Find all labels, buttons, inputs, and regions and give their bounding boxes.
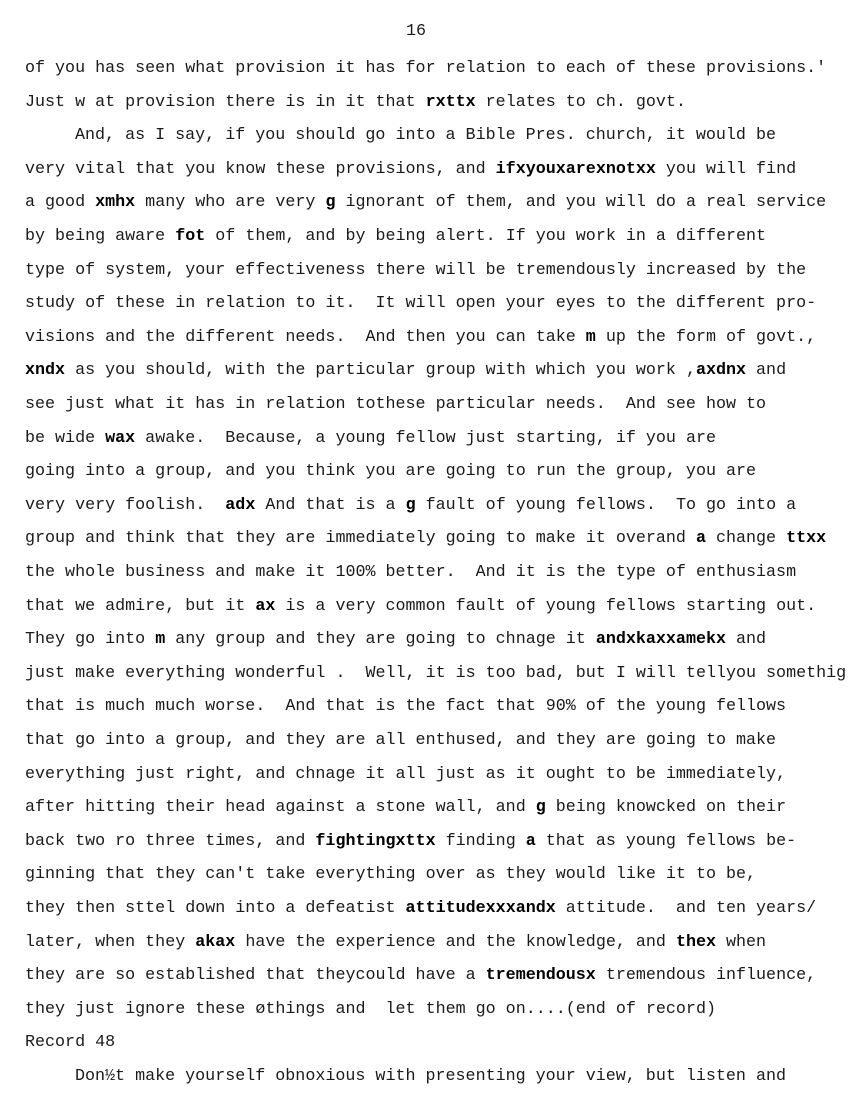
struck-out-text: m	[585, 327, 596, 347]
text-segment: up the form of govt.,	[595, 327, 817, 347]
text-segment: that go into a group, and they are all enthused, and they are going to make	[25, 731, 777, 750]
struck-out-text: g	[405, 495, 416, 515]
struck-out-text: attitudexxxandx	[405, 899, 556, 918]
text-segment: by being aware	[25, 227, 176, 246]
text-segment: they just ignore these øthings and let them go on....(end of record)	[25, 999, 716, 1019]
text-segment: and	[726, 630, 767, 650]
text-segment: ginning that they can't take everything over as they would like it to be,	[25, 865, 757, 885]
text-line	[75, 1067, 786, 1087]
text-line	[25, 361, 786, 381]
text-line	[25, 1000, 716, 1020]
struck-out-text: akax	[195, 932, 236, 952]
text-line	[25, 933, 766, 953]
text-line	[25, 160, 796, 180]
record-heading	[25, 1033, 115, 1053]
text-line	[25, 93, 686, 113]
struck-out-text: ttxx	[786, 529, 827, 549]
text-segment: see just what it has in relation tothese particular needs. And see how to	[25, 395, 767, 414]
text-line	[25, 765, 786, 785]
text-segment: just make everything wonderful . Well, it is too bad, but I will tellyou somethig	[25, 663, 847, 683]
text-line	[25, 328, 816, 348]
text-segment: awake. Because, a young fellow just starting, if you are	[135, 428, 716, 448]
text-line	[25, 832, 796, 852]
struck-out-text: andxkaxxamekx	[595, 630, 726, 650]
text-segment: be wide	[25, 428, 106, 448]
text-line	[25, 597, 816, 617]
text-segment: is a very common fault of young fellows starting out.	[275, 596, 817, 616]
struck-out-text: fot	[175, 227, 206, 246]
text-segment: visions and the different needs. And then you can take	[25, 327, 586, 347]
text-segment: change	[705, 529, 787, 549]
text-line	[25, 529, 826, 549]
text-segment: any group and they are going to chnage it	[165, 630, 596, 650]
text-line	[25, 193, 826, 213]
text-segment: tremendous influence,	[595, 966, 817, 986]
text-segment: have the experience and the knowledge, and	[235, 932, 676, 952]
text-line	[25, 496, 796, 516]
text-segment: fault of young fellows. To go into a	[415, 495, 797, 515]
text-line	[25, 798, 786, 818]
struck-out-text: rxttx	[425, 92, 476, 112]
text-segment: Just w at provision there is in it that	[25, 92, 426, 112]
page-number: 16	[406, 22, 427, 41]
text-line	[25, 966, 816, 986]
text-segment: a good	[25, 193, 96, 213]
struck-out-text: thex	[675, 932, 716, 952]
text-segment: going into a group, and you think you are going to run the group, you are	[25, 462, 757, 482]
text-segment: the whole business and make it 100% better. And it is the type of enthusiasm	[25, 563, 797, 582]
struck-out-text: tremendousx	[485, 966, 596, 986]
text-segment: you will find	[655, 159, 797, 179]
text-segment: everything just right, and chnage it all just as it ought to be immediately,	[25, 764, 787, 784]
text-segment: relates to ch. govt.	[475, 92, 686, 112]
text-line	[25, 899, 816, 919]
text-segment: when	[716, 932, 767, 952]
struck-out-text: axdnx	[695, 361, 747, 381]
struck-out-text: xndx	[25, 361, 66, 381]
text-segment: type of system, your effectiveness there will be tremendously increased by the	[25, 260, 807, 280]
text-segment: many who are very	[135, 193, 326, 213]
text-line	[25, 294, 816, 314]
text-segment: They go into	[25, 630, 156, 650]
struck-out-text: ifxyouxarexnotxx	[495, 159, 656, 179]
struck-out-text: ax	[255, 596, 276, 616]
struck-out-text: fightingxttx	[315, 831, 436, 851]
text-segment: Record 48	[25, 1033, 116, 1053]
text-segment: group and think that they are immediately going to make it overand	[25, 529, 696, 549]
text-segment: as you should, with the particular group with which you work ,	[65, 361, 696, 381]
text-segment: of them, and by being alert. If you work in a different	[205, 227, 767, 246]
text-line	[25, 261, 806, 281]
text-segment: Don½t make yourself obnoxious with presenting your view, but listen and	[75, 1067, 787, 1086]
text-segment: very very foolish.	[25, 495, 226, 515]
text-line	[25, 227, 766, 247]
text-line	[25, 462, 756, 482]
text-segment: being knowcked on their	[545, 798, 787, 818]
text-segment: they then sttel down into a defeatist	[25, 899, 406, 918]
struck-out-text: xmhx	[95, 193, 136, 213]
text-segment: that as young fellows be-	[535, 831, 797, 851]
text-segment: of you has seen what provision it has for relation to each of these provisions.'	[25, 59, 827, 78]
struck-out-text: g	[535, 798, 546, 818]
text-segment: and	[746, 361, 787, 381]
text-line	[25, 563, 796, 583]
text-segment: And, as I say, if you should go into a Bible Pres. church, it would be	[75, 126, 776, 146]
text-segment: ignorant of them, and you will do a real service	[335, 193, 827, 213]
text-line	[25, 59, 826, 79]
struck-out-text: a	[525, 831, 536, 851]
text-line	[75, 126, 776, 146]
text-segment: they are so established that theycould have a	[25, 966, 486, 986]
text-segment: back two ro three times, and	[25, 831, 316, 851]
text-segment: study of these in relation to it. It will open your eyes to the different pro-	[25, 294, 817, 314]
struck-out-text: a	[695, 529, 706, 549]
text-segment: later, when they	[25, 932, 196, 952]
text-line	[25, 697, 786, 717]
struck-out-text: adx	[225, 495, 256, 515]
struck-out-text: g	[325, 193, 336, 213]
text-line	[25, 429, 716, 449]
text-segment: that is much much worse. And that is the fact that 90% of the young fellows	[25, 697, 787, 717]
text-segment: after hitting their head against a stone wall, and	[25, 798, 536, 818]
text-segment: that we admire, but it	[25, 596, 256, 616]
text-line	[25, 865, 756, 885]
struck-out-text: wax	[105, 428, 136, 448]
text-line	[25, 731, 776, 751]
text-segment: finding	[435, 831, 526, 851]
text-segment: And that is a	[255, 495, 406, 515]
text-line	[25, 395, 766, 415]
text-segment: very vital that you know these provisions, and	[25, 159, 496, 179]
text-line	[25, 630, 766, 650]
struck-out-text: m	[155, 630, 166, 650]
text-line	[25, 664, 846, 684]
text-segment: attitude. and ten years/	[555, 899, 817, 918]
